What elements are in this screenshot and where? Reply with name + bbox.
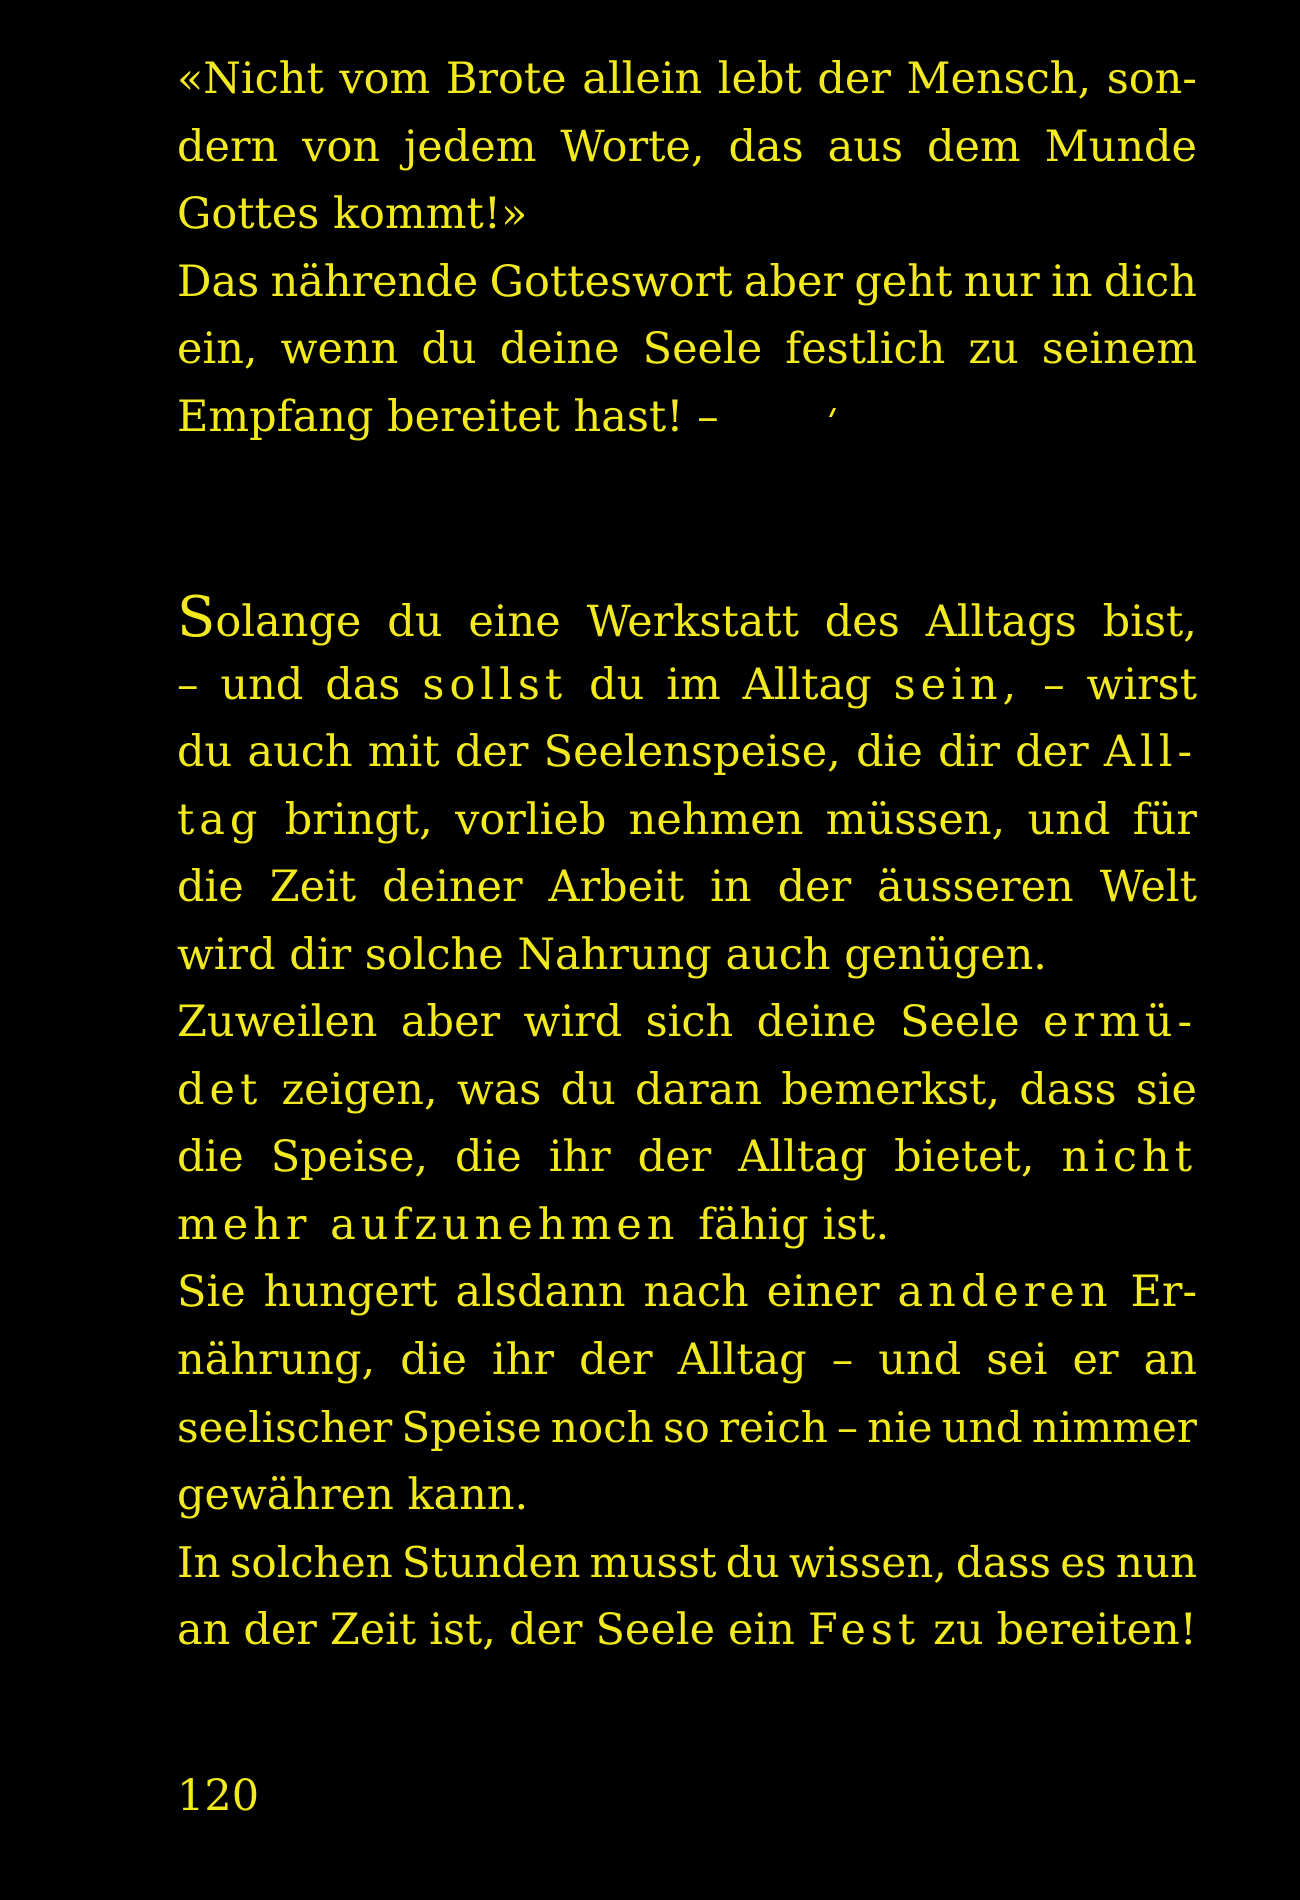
text-line: tag bringt, vorlieb nehmen müssen, und für [177, 794, 1197, 845]
text-line: an der Zeit ist, der Seele ein Fest zu bereiten! [177, 1604, 1197, 1655]
text-line: In solchen Stunden musst du wissen, dass es nun [177, 1538, 1197, 1587]
text-line: Sie hungert alsdann nach einer anderen Er- [177, 1267, 1197, 1317]
text-line: Solange du eine Werkstatt des Alltags bist, [177, 585, 1197, 650]
text-line: dern von jedem Worte, das aus dem Munde [177, 121, 1197, 172]
text-line: die Zeit deiner Arbeit in der äusseren Welt [177, 862, 1197, 912]
text-line: – und das sollst du im Alltag sein, – wirst [177, 659, 1197, 710]
text-line: det zeigen, was du daran bemerkst, dass sie [177, 1064, 1197, 1115]
text-line: seelischer Speise noch so reich – nie und nimmer [177, 1403, 1197, 1452]
text-line: ein, wenn du deine Seele festlich zu seinem [177, 324, 1197, 374]
text-line: «Nicht vom Brote allein lebt der Mensch, son- [177, 54, 1197, 104]
text-line: Gottes kommt!» [177, 189, 528, 239]
text-line: du auch mit der Seelenspeise, die dir der All- [177, 727, 1197, 777]
text-line: die Speise, die ihr der Alltag bietet, nicht [177, 1132, 1197, 1182]
text-line: Zuweilen aber wird sich deine Seele ermü- [177, 997, 1197, 1047]
page-number: 120 [177, 1771, 260, 1821]
text-line: Empfang bereitet hast! – [177, 391, 719, 442]
paragraph-block-1 [177, 46, 1197, 451]
text-line: gewähren kann. [177, 1469, 529, 1520]
paragraph-block-2 [177, 584, 1197, 1664]
text-line: nährung, die ihr der Alltag – und sei er an [177, 1334, 1197, 1385]
text-line: Das nährende Gotteswort aber geht nur in dich [177, 256, 1197, 307]
text-line: wird dir solche Nahrung auch genügen. [177, 929, 1047, 980]
text-line: mehr aufzunehmen fähig ist. [177, 1199, 890, 1250]
